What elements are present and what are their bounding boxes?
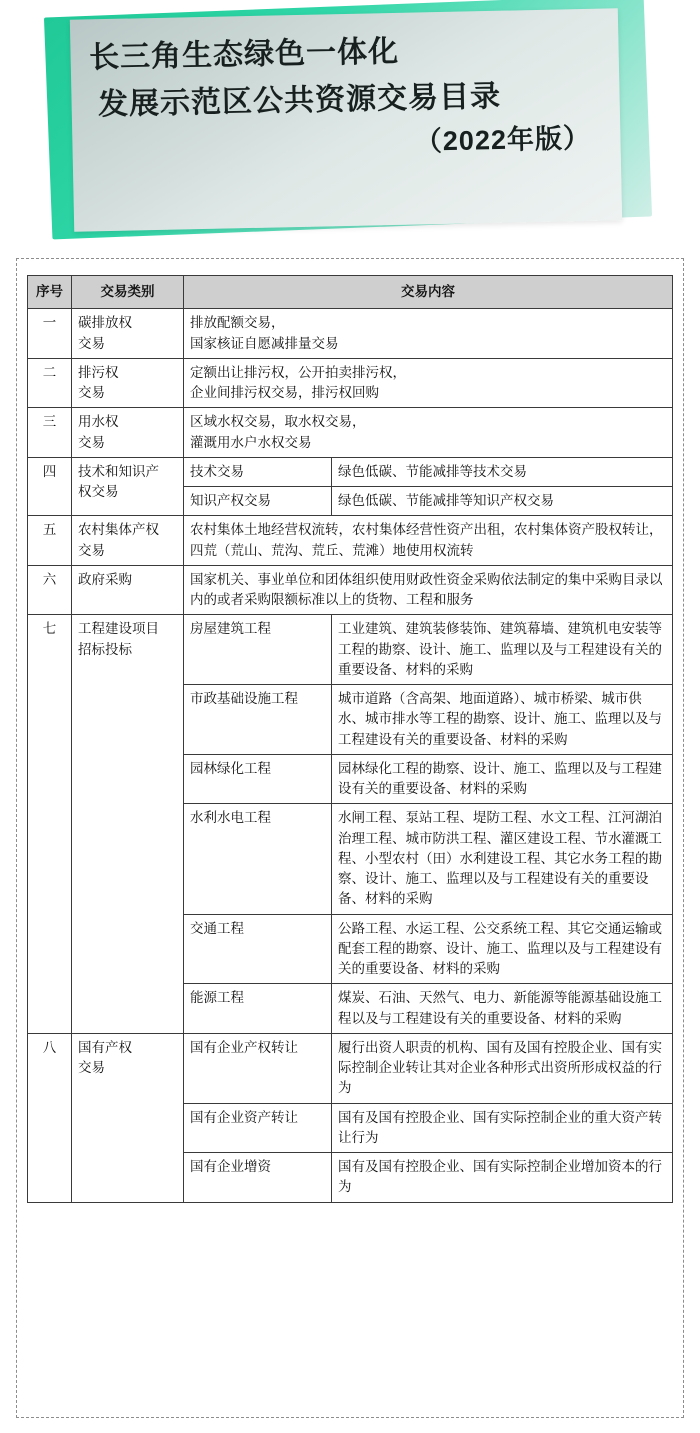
cell-subcategory: 房屋建筑工程 bbox=[184, 615, 332, 685]
banner-title-line-2: 发展示范区公共资源交易目录 bbox=[97, 79, 502, 121]
cell-content: 国有及国有控股企业、国有实际控制企业的重大资产转让行为 bbox=[332, 1103, 673, 1153]
banner-title-version: （2022年版） bbox=[414, 123, 592, 157]
cell-subcategory: 技术交易 bbox=[184, 457, 332, 486]
cell-content: 国家机关、事业单位和团体组织使用财政性资金采购依法制定的集中采购目录以内的或者采购限额标准以上的货物、工程和服务 bbox=[184, 565, 673, 615]
table-row bbox=[28, 615, 673, 685]
table-header-row bbox=[28, 276, 673, 309]
column-header-no: 序号 bbox=[28, 276, 72, 309]
cell-no: 三 bbox=[28, 408, 72, 458]
table-body bbox=[28, 309, 673, 1202]
cell-category: 用水权 交易 bbox=[72, 408, 184, 458]
cell-category: 工程建设项目 招标投标 bbox=[72, 615, 184, 1034]
cell-content: 履行出资人职责的机构、国有及国有控股企业、国有实际控制企业转让其对企业各种形式出资所形成权益的行为 bbox=[332, 1033, 673, 1103]
cell-no: 二 bbox=[28, 358, 72, 408]
cell-content: 水闸工程、泵站工程、堤防工程、水文工程、江河湖泊治理工程、城市防洪工程、灌区建设工程、节水灌溉工程、小型农村（田）水利建设工程、其它水务工程的勘察、设计、施工、监理以及与工程建设有关的重要设备、材料的采购 bbox=[332, 804, 673, 914]
banner-title-line-1: 长三角生态绿色一体化 bbox=[88, 35, 400, 75]
cell-category: 碳排放权 交易 bbox=[72, 309, 184, 359]
cell-content: 工业建筑、建筑装修装饰、建筑幕墙、建筑机电安装等工程的勘察、设计、施工、监理以及与工程建设有关的重要设备、材料的采购 bbox=[332, 615, 673, 685]
table-row bbox=[28, 358, 673, 408]
table-row bbox=[28, 516, 673, 566]
table-header bbox=[28, 276, 673, 309]
cell-subcategory: 园林绿化工程 bbox=[184, 754, 332, 804]
document-frame bbox=[16, 258, 684, 1418]
cell-content: 公路工程、水运工程、公交系统工程、其它交通运输或配套工程的勘察、设计、施工、监理以及与工程建设有关的重要设备、材料的采购 bbox=[332, 914, 673, 984]
cell-no: 六 bbox=[28, 565, 72, 615]
cell-no: 八 bbox=[28, 1033, 72, 1202]
cell-content: 煤炭、石油、天然气、电力、新能源等能源基础设施工程以及与工程建设有关的重要设备、材料的采购 bbox=[332, 984, 673, 1034]
cell-content: 绿色低碳、节能减排等知识产权交易 bbox=[332, 487, 673, 516]
cell-content: 国有及国有控股企业、国有实际控制企业增加资本的行为 bbox=[332, 1153, 673, 1203]
table-row bbox=[28, 457, 673, 486]
cell-category: 政府采购 bbox=[72, 565, 184, 615]
cell-category: 农村集体产权 交易 bbox=[72, 516, 184, 566]
cell-no: 四 bbox=[28, 457, 72, 516]
cell-subcategory: 水利水电工程 bbox=[184, 804, 332, 914]
cell-no: 七 bbox=[28, 615, 72, 1034]
cell-category: 排污权 交易 bbox=[72, 358, 184, 408]
table-row bbox=[28, 565, 673, 615]
cell-subcategory: 国有企业产权转让 bbox=[184, 1033, 332, 1103]
column-header-category: 交易类别 bbox=[72, 276, 184, 309]
cell-content: 农村集体土地经营权流转，农村集体经营性资产出租，农村集体资产股权转让，四荒（荒山、荒沟、荒丘、荒滩）地使用权流转 bbox=[184, 516, 673, 566]
cell-subcategory: 市政基础设施工程 bbox=[184, 685, 332, 755]
cell-subcategory: 国有企业增资 bbox=[184, 1153, 332, 1203]
cell-no: 一 bbox=[28, 309, 72, 359]
table-row bbox=[28, 1033, 673, 1103]
cell-content: 排放配额交易， 国家核证自愿减排量交易 bbox=[184, 309, 673, 359]
banner-title-block bbox=[89, 24, 622, 170]
cell-no: 五 bbox=[28, 516, 72, 566]
cell-category: 国有产权 交易 bbox=[72, 1033, 184, 1202]
cell-subcategory: 国有企业资产转让 bbox=[184, 1103, 332, 1153]
cell-subcategory: 交通工程 bbox=[184, 914, 332, 984]
cell-subcategory: 能源工程 bbox=[184, 984, 332, 1034]
cell-content: 区域水权交易，取水权交易， 灌溉用水户水权交易 bbox=[184, 408, 673, 458]
cell-category: 技术和知识产 权交易 bbox=[72, 457, 184, 516]
page-header-banner bbox=[0, 0, 700, 250]
column-header-content: 交易内容 bbox=[184, 276, 673, 309]
cell-content: 定额出让排污权，公开拍卖排污权， 企业间排污权交易，排污权回购 bbox=[184, 358, 673, 408]
cell-content: 园林绿化工程的勘察、设计、施工、监理以及与工程建设有关的重要设备、材料的采购 bbox=[332, 754, 673, 804]
cell-content: 绿色低碳、节能减排等技术交易 bbox=[332, 457, 673, 486]
catalog-table bbox=[27, 275, 673, 1203]
table-row bbox=[28, 408, 673, 458]
cell-content: 城市道路（含高架、地面道路）、城市桥梁、城市供水、城市排水等工程的勘察、设计、施工、监理以及与工程建设有关的重要设备、材料的采购 bbox=[332, 685, 673, 755]
cell-subcategory: 知识产权交易 bbox=[184, 487, 332, 516]
table-row bbox=[28, 309, 673, 359]
